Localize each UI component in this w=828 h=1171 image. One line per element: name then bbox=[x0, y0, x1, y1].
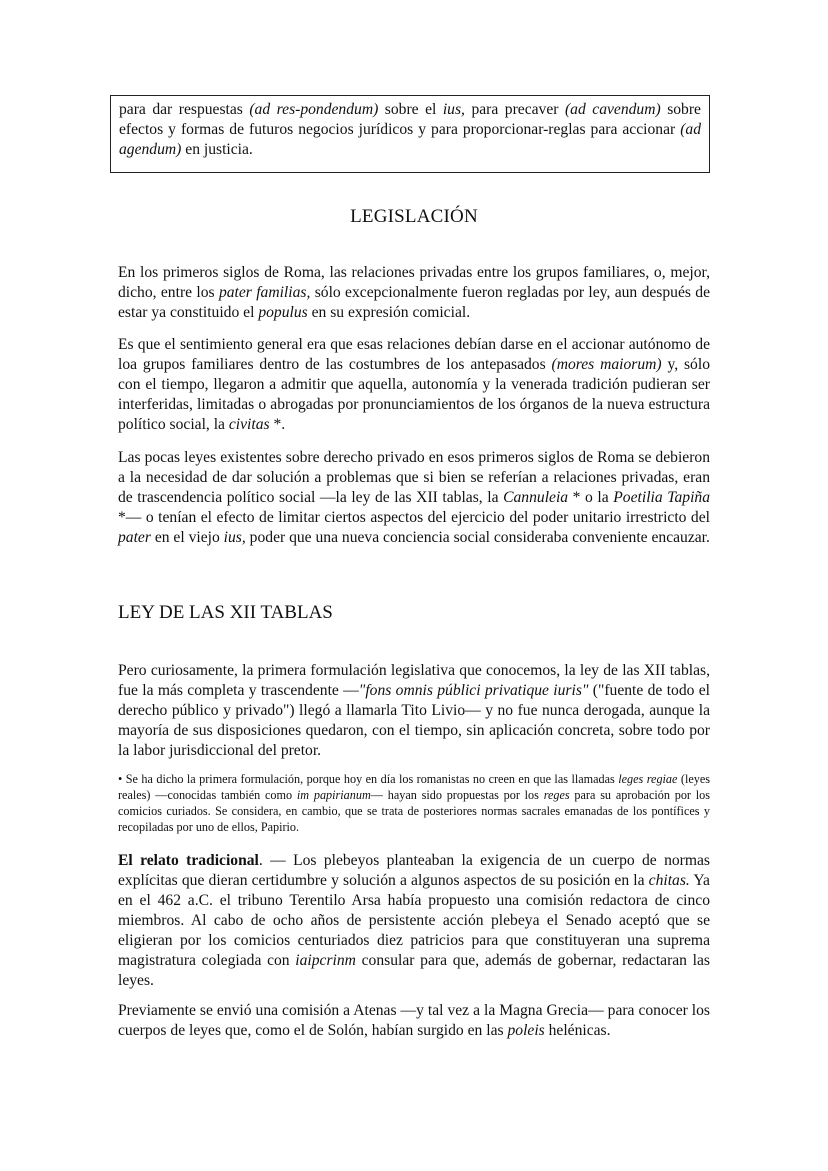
text: Previamente se envió una comisión a Atenas —y tal vez a la Magna Grecia— para conocer los cuerpos de leyes que, como el de Solón, habían surgido en las bbox=[118, 1002, 710, 1039]
text: en justicia. bbox=[181, 141, 253, 158]
latin-quote: "fons omnis públici privatique iuris" bbox=[358, 682, 589, 699]
text: Pero curiosamente, la primera formulación legislativa que conocemos, la ley de las XII tablas, fue la más completa y trascendente — bbox=[118, 662, 710, 699]
latin-term: leges regiae bbox=[618, 772, 678, 786]
latin-term: ius, bbox=[223, 529, 246, 546]
text: Es que el sentimiento general era que esas relaciones debían darse en el accionar autónomo de loa grupos familiares dentro de las costumbres de los antepasados bbox=[118, 336, 710, 373]
text: Las pocas leyes existentes sobre derecho privado en esos primeros siglos de Roma se debieron a la necesidad de dar solución a problemas que si bien se referían a relaciones privadas, eran de trascendencia político social —la ley de las XII tablas, la bbox=[118, 449, 710, 506]
text: en su expresión comicial. bbox=[307, 304, 471, 321]
text: para precaver bbox=[464, 101, 565, 118]
latin-term: Cannuleia bbox=[503, 489, 569, 506]
paragraph-tablas-1 bbox=[118, 661, 710, 761]
latin-term: iaipcrinm bbox=[295, 952, 356, 969]
latin-term: poleis bbox=[507, 1022, 545, 1039]
text: helénicas. bbox=[544, 1022, 611, 1039]
latin-term: chitas. bbox=[648, 872, 690, 889]
paragraph-relato-tradicional bbox=[118, 851, 710, 991]
latin-term: im papirianum bbox=[296, 788, 371, 802]
paragraph-legislacion-1 bbox=[118, 263, 710, 323]
footnote bbox=[118, 771, 710, 835]
text: ("fuente de todo el derecho público y privado") llegó a llamarla Tito Livio— y no fue nunca derogada, aunque la mayoría de sus disposiciones quedaron, con el tiempo, sin aplicación concreta, sobre todo por la labor jurisdiccional del pretor. bbox=[118, 682, 711, 759]
latin-term: (mores maiorum) bbox=[551, 356, 662, 373]
text: En los primeros siglos de Roma, las relaciones privadas entre los grupos familiares, o, mejor, dicho, entre los bbox=[118, 264, 710, 301]
paragraph-tablas-3 bbox=[118, 1001, 710, 1041]
text: — hayan sido propuestas por los bbox=[370, 788, 544, 802]
text: sobre el bbox=[378, 101, 443, 118]
text: *— o tenían el efecto de limitar ciertos aspectos del ejercicio del poder unitario irrestricto del bbox=[118, 509, 710, 526]
section-heading-legislacion: LEGISLACIÓN bbox=[350, 206, 478, 227]
text: * o la bbox=[568, 489, 614, 506]
latin-term: pater bbox=[118, 529, 151, 546]
paragraph-legislacion-3 bbox=[118, 448, 710, 548]
latin-term: (ad cavendum) bbox=[564, 101, 661, 118]
latin-term: reges bbox=[543, 788, 570, 802]
text: Ya en el 462 a.C. el tribuno Terentilo Arsa había propuesto una comisión redactora de cinco miembros. Al cabo de ocho años de persistente acción plebeya el Senado aceptó que se eligieran por los comicios centuriados diez patricios para que constituyeran una suprema magistratura colegiada con bbox=[118, 872, 710, 969]
latin-term: Poetilia Tapiña bbox=[613, 489, 710, 506]
text: sólo excepcionalmente fueron regladas por ley, aun después de estar ya constituido el bbox=[118, 284, 711, 321]
latin-term: (ad agendum) bbox=[119, 121, 701, 158]
latin-term: pater familias, bbox=[218, 284, 311, 301]
latin-term: (ad res-pondendum) bbox=[249, 101, 379, 118]
text: para dar respuestas bbox=[119, 101, 250, 118]
text: . — Los plebeyos planteaban la exigencia de un cuerpo de normas explícitas que dieran certidumbre y solución a algunos aspectos de su posición en la bbox=[118, 852, 710, 889]
section-heading-xii-tablas: LEY DE LAS XII TABLAS bbox=[118, 602, 333, 623]
text: • Se ha dicho la primera formulación, porque hoy en día los romanistas no creen en que las llamadas bbox=[118, 772, 619, 786]
text: consular para que, además de gobernar, redactaran las leyes. bbox=[118, 952, 711, 989]
text: (leyes reales) —conocidas también como bbox=[118, 772, 711, 802]
latin-term: civitas bbox=[228, 416, 270, 433]
text: para su aprobación por los comicios curiados. Se considera, en cambio, que se trata de posteriores normas sacrales emanadas de los pontífices y recopiladas por uno de ellos, Papirio. bbox=[118, 788, 710, 834]
latin-term: populus bbox=[258, 304, 308, 321]
paragraph-legislacion-2 bbox=[118, 335, 710, 435]
text: poder que una nueva conciencia social consideraba conveniente encauzar. bbox=[245, 529, 710, 546]
boxed-text-continuation bbox=[110, 95, 710, 173]
text: y, sólo con el tiempo, llegaron a admitir que aquella, autonomía y la venerada tradición pudieran ser interferidas, limitadas o abrogadas por pronunciamientos de los órganos de la nueva estructura político social, la bbox=[118, 356, 710, 433]
text: *. bbox=[269, 416, 286, 433]
text: en el viejo bbox=[150, 529, 224, 546]
latin-term: ius, bbox=[442, 101, 465, 118]
run-in-heading: El relato tradicional bbox=[118, 852, 259, 869]
text: sobre efectos y formas de futuros negocios jurídicos y para proporcionar-reglas para accionar bbox=[119, 101, 701, 138]
